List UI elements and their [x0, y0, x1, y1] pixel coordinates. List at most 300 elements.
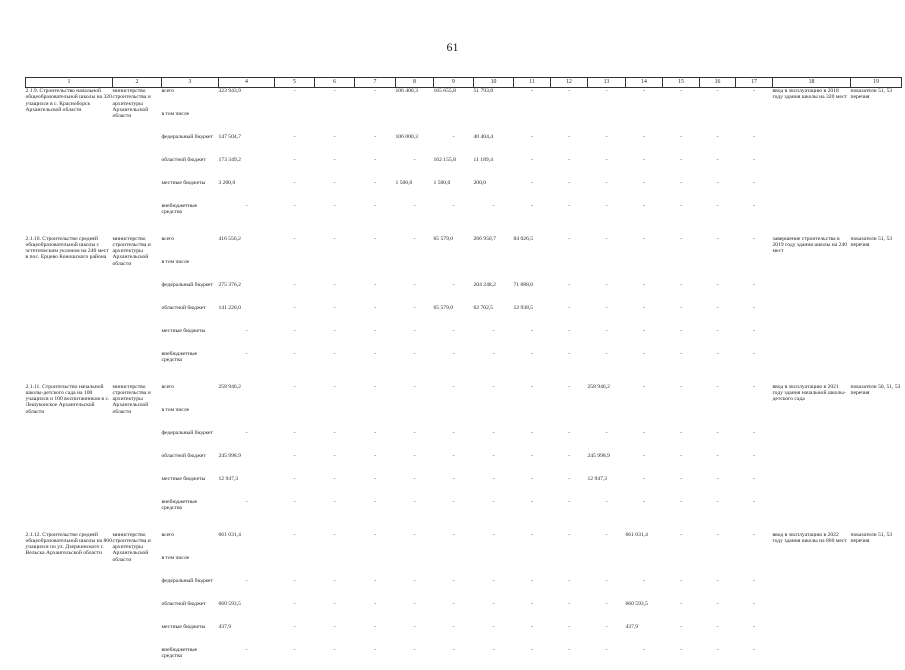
- empty-value: -: [753, 304, 755, 311]
- empty-value: -: [374, 623, 376, 630]
- empty-value: -: [716, 350, 719, 357]
- amount-value: 106 000,3: [395, 133, 418, 140]
- empty-value: -: [716, 498, 719, 505]
- table-row: [26, 236, 902, 259]
- empty-value: -: [374, 531, 376, 538]
- empty-value: -: [716, 133, 719, 140]
- blank-cell: [663, 259, 700, 282]
- empty-value: -: [531, 623, 533, 630]
- empty-value: -: [293, 531, 296, 538]
- empty-value: -: [333, 646, 336, 653]
- amount-value: 51 793,8: [473, 88, 494, 94]
- empty-value: -: [716, 600, 719, 607]
- empty-value: -: [680, 452, 682, 459]
- empty-value: -: [753, 156, 755, 163]
- table-row: [26, 88, 902, 111]
- amount-value: 12 947,3: [218, 475, 239, 482]
- amount-value: 141 220,0: [218, 304, 241, 311]
- column-header-14: 14: [626, 78, 663, 88]
- empty-value: -: [452, 475, 455, 482]
- empty-value: -: [716, 235, 719, 242]
- related-indicators: показатели 51, 53 перечня: [850, 531, 893, 544]
- blank-cell: [396, 111, 434, 134]
- empty-value: -: [643, 475, 645, 482]
- funding-source: местные бюджеты: [161, 179, 206, 186]
- blank-cell: [434, 111, 474, 134]
- column-header-4: 4: [219, 78, 275, 88]
- empty-value: -: [643, 498, 645, 505]
- blank-cell: [315, 111, 355, 134]
- empty-value: -: [605, 133, 608, 140]
- empty-value: -: [605, 531, 608, 538]
- empty-value: -: [245, 429, 248, 436]
- empty-value: -: [680, 623, 682, 630]
- empty-value: -: [452, 327, 455, 334]
- empty-value: -: [413, 531, 416, 538]
- empty-value: -: [333, 429, 336, 436]
- funding-source: всего: [161, 383, 175, 390]
- empty-value: -: [413, 383, 416, 390]
- empty-value: -: [680, 88, 682, 94]
- empty-value: -: [605, 623, 608, 630]
- blank-cell: [434, 259, 474, 282]
- empty-value: -: [531, 383, 533, 390]
- column-header-6: 6: [315, 78, 355, 88]
- blank-cell: [663, 111, 700, 134]
- empty-value: -: [716, 646, 719, 653]
- empty-value: -: [753, 383, 755, 390]
- funding-source: в том числе: [161, 554, 190, 561]
- column-header-2: 2: [113, 78, 162, 88]
- empty-value: -: [680, 156, 682, 163]
- blank-cell: [275, 111, 315, 134]
- empty-value: -: [568, 429, 570, 436]
- empty-value: -: [716, 327, 719, 334]
- empty-value: -: [568, 202, 570, 209]
- blank-cell: [736, 555, 773, 578]
- amount-value: 200,0: [473, 179, 487, 186]
- empty-value: -: [374, 646, 376, 653]
- empty-value: -: [413, 577, 416, 584]
- empty-value: -: [531, 429, 533, 436]
- column-header-13: 13: [588, 78, 626, 88]
- column-header-18: 18: [773, 78, 851, 88]
- empty-value: -: [753, 531, 755, 538]
- empty-value: -: [374, 88, 376, 94]
- empty-value: -: [568, 281, 570, 288]
- blank-cell: [700, 407, 736, 430]
- amount-value: 437,9: [625, 623, 639, 630]
- column-header-11: 11: [514, 78, 551, 88]
- amount-value: 204 248,2: [473, 281, 496, 288]
- amount-value: 173 349,2: [218, 156, 241, 163]
- empty-value: -: [333, 383, 336, 390]
- blank-cell: [275, 555, 315, 578]
- funding-source: внебюджетные средства: [161, 646, 198, 659]
- amount-value: 275 376,2: [218, 281, 241, 288]
- amount-value: 416 556,2: [218, 235, 241, 242]
- empty-value: -: [531, 475, 533, 482]
- empty-value: -: [293, 133, 296, 140]
- empty-value: -: [413, 235, 416, 242]
- empty-value: -: [413, 600, 416, 607]
- funding-source: федеральный бюджет: [161, 577, 213, 584]
- amount-value: 71 088,0: [513, 281, 534, 288]
- empty-value: -: [531, 179, 533, 186]
- empty-value: -: [452, 452, 455, 459]
- column-header-3: 3: [162, 78, 219, 88]
- spacer-cell: [26, 374, 902, 384]
- empty-value: -: [716, 304, 719, 311]
- blank-cell: [396, 555, 434, 578]
- empty-value: -: [643, 646, 645, 653]
- empty-value: -: [716, 281, 719, 288]
- empty-value: -: [643, 350, 645, 357]
- empty-value: -: [531, 646, 533, 653]
- empty-value: -: [680, 179, 682, 186]
- blank-cell: [355, 259, 396, 282]
- empty-value: -: [605, 156, 608, 163]
- empty-value: -: [333, 531, 336, 538]
- empty-value: -: [374, 350, 376, 357]
- empty-value: -: [452, 498, 455, 505]
- empty-value: -: [413, 452, 416, 459]
- funding-source: областной бюджет: [161, 156, 206, 163]
- blank-cell: [219, 111, 275, 134]
- empty-value: -: [492, 452, 495, 459]
- blank-cell: [514, 555, 551, 578]
- column-header-1: 1: [26, 78, 113, 88]
- empty-value: -: [680, 383, 682, 390]
- expected-result: завершение строительства в 2019 году здания школы на 240 мест: [772, 235, 847, 254]
- empty-value: -: [293, 475, 296, 482]
- empty-value: -: [452, 281, 455, 288]
- empty-value: -: [568, 179, 570, 186]
- empty-value: -: [245, 350, 248, 357]
- related-indicators: показатели 50, 51, 53 перечня: [850, 383, 901, 396]
- funding-source: всего: [161, 88, 175, 94]
- empty-value: -: [716, 452, 719, 459]
- empty-value: -: [293, 88, 296, 94]
- empty-value: -: [568, 88, 570, 94]
- blank-cell: [219, 555, 275, 578]
- amount-value: 84 026,5: [513, 235, 534, 242]
- blank-cell: [434, 555, 474, 578]
- empty-value: -: [293, 383, 296, 390]
- empty-value: -: [452, 429, 455, 436]
- empty-value: -: [531, 350, 533, 357]
- empty-value: -: [413, 202, 416, 209]
- blank-cell: [588, 111, 626, 134]
- empty-value: -: [413, 646, 416, 653]
- responsible-executor: министерство строительства и архитектуры Архангельской области: [112, 383, 151, 415]
- empty-value: -: [293, 646, 296, 653]
- related-indicators: показатели 51, 53 перечня: [850, 235, 893, 248]
- empty-value: -: [413, 350, 416, 357]
- column-header-8: 8: [396, 78, 434, 88]
- empty-value: -: [680, 304, 682, 311]
- blank-cell: [355, 111, 396, 134]
- empty-value: -: [753, 133, 755, 140]
- column-header-19: 19: [851, 78, 902, 88]
- column-header-10: 10: [474, 78, 514, 88]
- funding-source: местные бюджеты: [161, 623, 206, 630]
- empty-value: -: [643, 88, 645, 94]
- blank-cell: [626, 555, 663, 578]
- empty-value: -: [605, 179, 608, 186]
- empty-value: -: [333, 304, 336, 311]
- empty-value: -: [643, 133, 645, 140]
- blank-cell: [219, 407, 275, 430]
- amount-value: 660 593,5: [625, 600, 648, 607]
- amount-value: 266 950,7: [473, 235, 496, 242]
- amount-value: 65 579,0: [433, 235, 454, 242]
- blank-cell: [275, 407, 315, 430]
- empty-value: -: [753, 88, 755, 94]
- funding-source: всего: [161, 531, 175, 538]
- responsible-executor: министерство строительства и архитектуры Архангельской области: [112, 235, 151, 267]
- empty-value: -: [753, 646, 755, 653]
- empty-value: -: [643, 577, 645, 584]
- amount-value: 323 943,9: [218, 88, 241, 94]
- empty-value: -: [568, 350, 570, 357]
- empty-value: -: [568, 600, 570, 607]
- empty-value: -: [492, 623, 495, 630]
- empty-value: -: [413, 304, 416, 311]
- empty-value: -: [293, 327, 296, 334]
- amount-value: 147 504,7: [218, 133, 241, 140]
- blank-cell: [626, 111, 663, 134]
- table-row: [26, 532, 902, 555]
- empty-value: -: [716, 623, 719, 630]
- funding-source: внебюджетные средства: [161, 498, 198, 511]
- blank-cell: [355, 555, 396, 578]
- empty-value: -: [716, 156, 719, 163]
- empty-value: -: [680, 133, 682, 140]
- responsible-executor: министерство строительства и архитектуры Архангельской области: [112, 531, 151, 563]
- empty-value: -: [333, 156, 336, 163]
- blank-cell: [315, 407, 355, 430]
- empty-value: -: [452, 133, 455, 140]
- empty-value: -: [293, 304, 296, 311]
- amount-value: 437,9: [218, 623, 232, 630]
- empty-value: -: [716, 475, 719, 482]
- empty-value: -: [492, 646, 495, 653]
- blank-cell: [474, 111, 514, 134]
- empty-value: -: [374, 202, 376, 209]
- empty-value: -: [413, 498, 416, 505]
- empty-value: -: [452, 623, 455, 630]
- blank-cell: [626, 407, 663, 430]
- empty-value: -: [245, 202, 248, 209]
- blank-cell: [588, 407, 626, 430]
- empty-value: -: [643, 281, 645, 288]
- empty-value: -: [245, 577, 248, 584]
- empty-value: -: [492, 577, 495, 584]
- amount-value: 3 200,0: [218, 179, 236, 186]
- empty-value: -: [753, 429, 755, 436]
- blank-cell: [474, 555, 514, 578]
- empty-value: -: [374, 327, 376, 334]
- empty-value: -: [680, 202, 682, 209]
- empty-value: -: [680, 281, 682, 288]
- empty-value: -: [333, 133, 336, 140]
- empty-value: -: [333, 577, 336, 584]
- funding-source: областной бюджет: [161, 304, 206, 311]
- funding-source: в том числе: [161, 406, 190, 413]
- blank-cell: [474, 407, 514, 430]
- blank-cell: [514, 259, 551, 282]
- empty-value: -: [413, 429, 416, 436]
- empty-value: -: [643, 156, 645, 163]
- empty-value: -: [374, 600, 376, 607]
- empty-value: -: [643, 429, 645, 436]
- blank-cell: [275, 259, 315, 282]
- empty-value: -: [452, 577, 455, 584]
- empty-value: -: [374, 179, 376, 186]
- blank-cell: [514, 407, 551, 430]
- blank-cell: [588, 555, 626, 578]
- blank-cell: [626, 259, 663, 282]
- blank-cell: [396, 407, 434, 430]
- block-spacer: [26, 226, 902, 236]
- empty-value: -: [605, 498, 608, 505]
- empty-value: -: [753, 498, 755, 505]
- blank-cell: [736, 111, 773, 134]
- empty-value: -: [680, 600, 682, 607]
- blank-cell: [315, 555, 355, 578]
- funding-source: областной бюджет: [161, 600, 206, 607]
- empty-value: -: [531, 600, 533, 607]
- empty-value: -: [605, 600, 608, 607]
- empty-value: -: [531, 88, 533, 94]
- activity-name: 2.1.11. Строительство начальной школы-детского сада на 100 учащихся и 100 воспитанников в с. Лешуконское Архангельской области: [25, 383, 110, 415]
- blank-cell: [700, 111, 736, 134]
- amount-value: 162 155,8: [433, 156, 456, 163]
- empty-value: -: [605, 281, 608, 288]
- funding-source: федеральный бюджет: [161, 429, 213, 436]
- empty-value: -: [568, 327, 570, 334]
- empty-value: -: [680, 327, 682, 334]
- activity-name: 2.1.12. Строительство средней общеобразовательной школы на 860 учащихся по ул. Дзержинского г. Вельска Архангельской области: [25, 531, 112, 557]
- empty-value: -: [568, 623, 570, 630]
- empty-value: -: [531, 202, 533, 209]
- empty-value: -: [716, 88, 719, 94]
- empty-value: -: [568, 531, 570, 538]
- empty-value: -: [568, 577, 570, 584]
- empty-value: -: [333, 600, 336, 607]
- empty-value: -: [293, 350, 296, 357]
- empty-value: -: [605, 350, 608, 357]
- blank-cell: [434, 407, 474, 430]
- empty-value: -: [716, 179, 719, 186]
- empty-value: -: [293, 202, 296, 209]
- empty-value: -: [492, 327, 495, 334]
- blank-cell: [219, 259, 275, 282]
- empty-value: -: [293, 156, 296, 163]
- empty-value: -: [374, 452, 376, 459]
- empty-value: -: [452, 202, 455, 209]
- related-indicators: показатели 51, 53 перечня: [850, 88, 893, 101]
- amount-value: 1 500,0: [433, 179, 451, 186]
- empty-value: -: [333, 327, 336, 334]
- spacer-cell: [26, 522, 902, 532]
- empty-value: -: [374, 577, 376, 584]
- empty-value: -: [413, 327, 416, 334]
- empty-value: -: [333, 281, 336, 288]
- blank-cell: [551, 555, 588, 578]
- blank-cell: [315, 259, 355, 282]
- responsible-executor: министерство строительства и архитектуры Архангельской области: [112, 88, 151, 119]
- empty-value: -: [293, 623, 296, 630]
- funding-source: федеральный бюджет: [161, 133, 213, 140]
- expected-result: ввод в эксплуатацию в 2022 году здания школы на 860 мест: [772, 531, 847, 544]
- empty-value: -: [680, 429, 682, 436]
- empty-value: -: [245, 646, 248, 653]
- amount-value: 62 702,5: [473, 304, 494, 311]
- block-spacer: [26, 374, 902, 384]
- empty-value: -: [245, 498, 248, 505]
- spacer-cell: [26, 226, 902, 236]
- empty-value: -: [293, 429, 296, 436]
- funding-source: областной бюджет: [161, 452, 206, 459]
- empty-value: -: [753, 202, 755, 209]
- empty-value: -: [753, 281, 755, 288]
- empty-value: -: [605, 577, 608, 584]
- amount-value: 65 579,0: [433, 304, 454, 311]
- blank-cell: [700, 259, 736, 282]
- empty-value: -: [374, 235, 376, 242]
- empty-value: -: [333, 88, 336, 94]
- empty-value: -: [753, 600, 755, 607]
- funding-source: в том числе: [161, 258, 190, 265]
- empty-value: -: [643, 304, 645, 311]
- column-header-16: 16: [700, 78, 736, 88]
- empty-value: -: [374, 498, 376, 505]
- empty-value: -: [531, 498, 533, 505]
- amount-value: 1 500,0: [395, 179, 413, 186]
- empty-value: -: [452, 350, 455, 357]
- empty-value: -: [753, 350, 755, 357]
- column-header-5: 5: [275, 78, 315, 88]
- empty-value: -: [374, 475, 376, 482]
- empty-value: -: [716, 202, 719, 209]
- empty-value: -: [605, 646, 608, 653]
- empty-value: -: [293, 281, 296, 288]
- empty-value: -: [753, 577, 755, 584]
- funding-source: всего: [161, 235, 175, 242]
- blank-cell: [588, 259, 626, 282]
- blank-cell: [474, 259, 514, 282]
- empty-value: -: [293, 235, 296, 242]
- empty-value: -: [531, 577, 533, 584]
- empty-value: -: [568, 133, 570, 140]
- empty-value: -: [293, 179, 296, 186]
- amount-value: 12 938,5: [513, 304, 534, 311]
- blank-cell: [700, 555, 736, 578]
- empty-value: -: [492, 531, 495, 538]
- blank-cell: [736, 407, 773, 430]
- empty-value: -: [531, 156, 533, 163]
- empty-value: -: [568, 304, 570, 311]
- empty-value: -: [531, 452, 533, 459]
- amount-value: 106 400,3: [395, 88, 418, 94]
- empty-value: -: [333, 498, 336, 505]
- blank-cell: [551, 259, 588, 282]
- empty-value: -: [293, 452, 296, 459]
- empty-value: -: [374, 383, 376, 390]
- empty-value: -: [753, 179, 755, 186]
